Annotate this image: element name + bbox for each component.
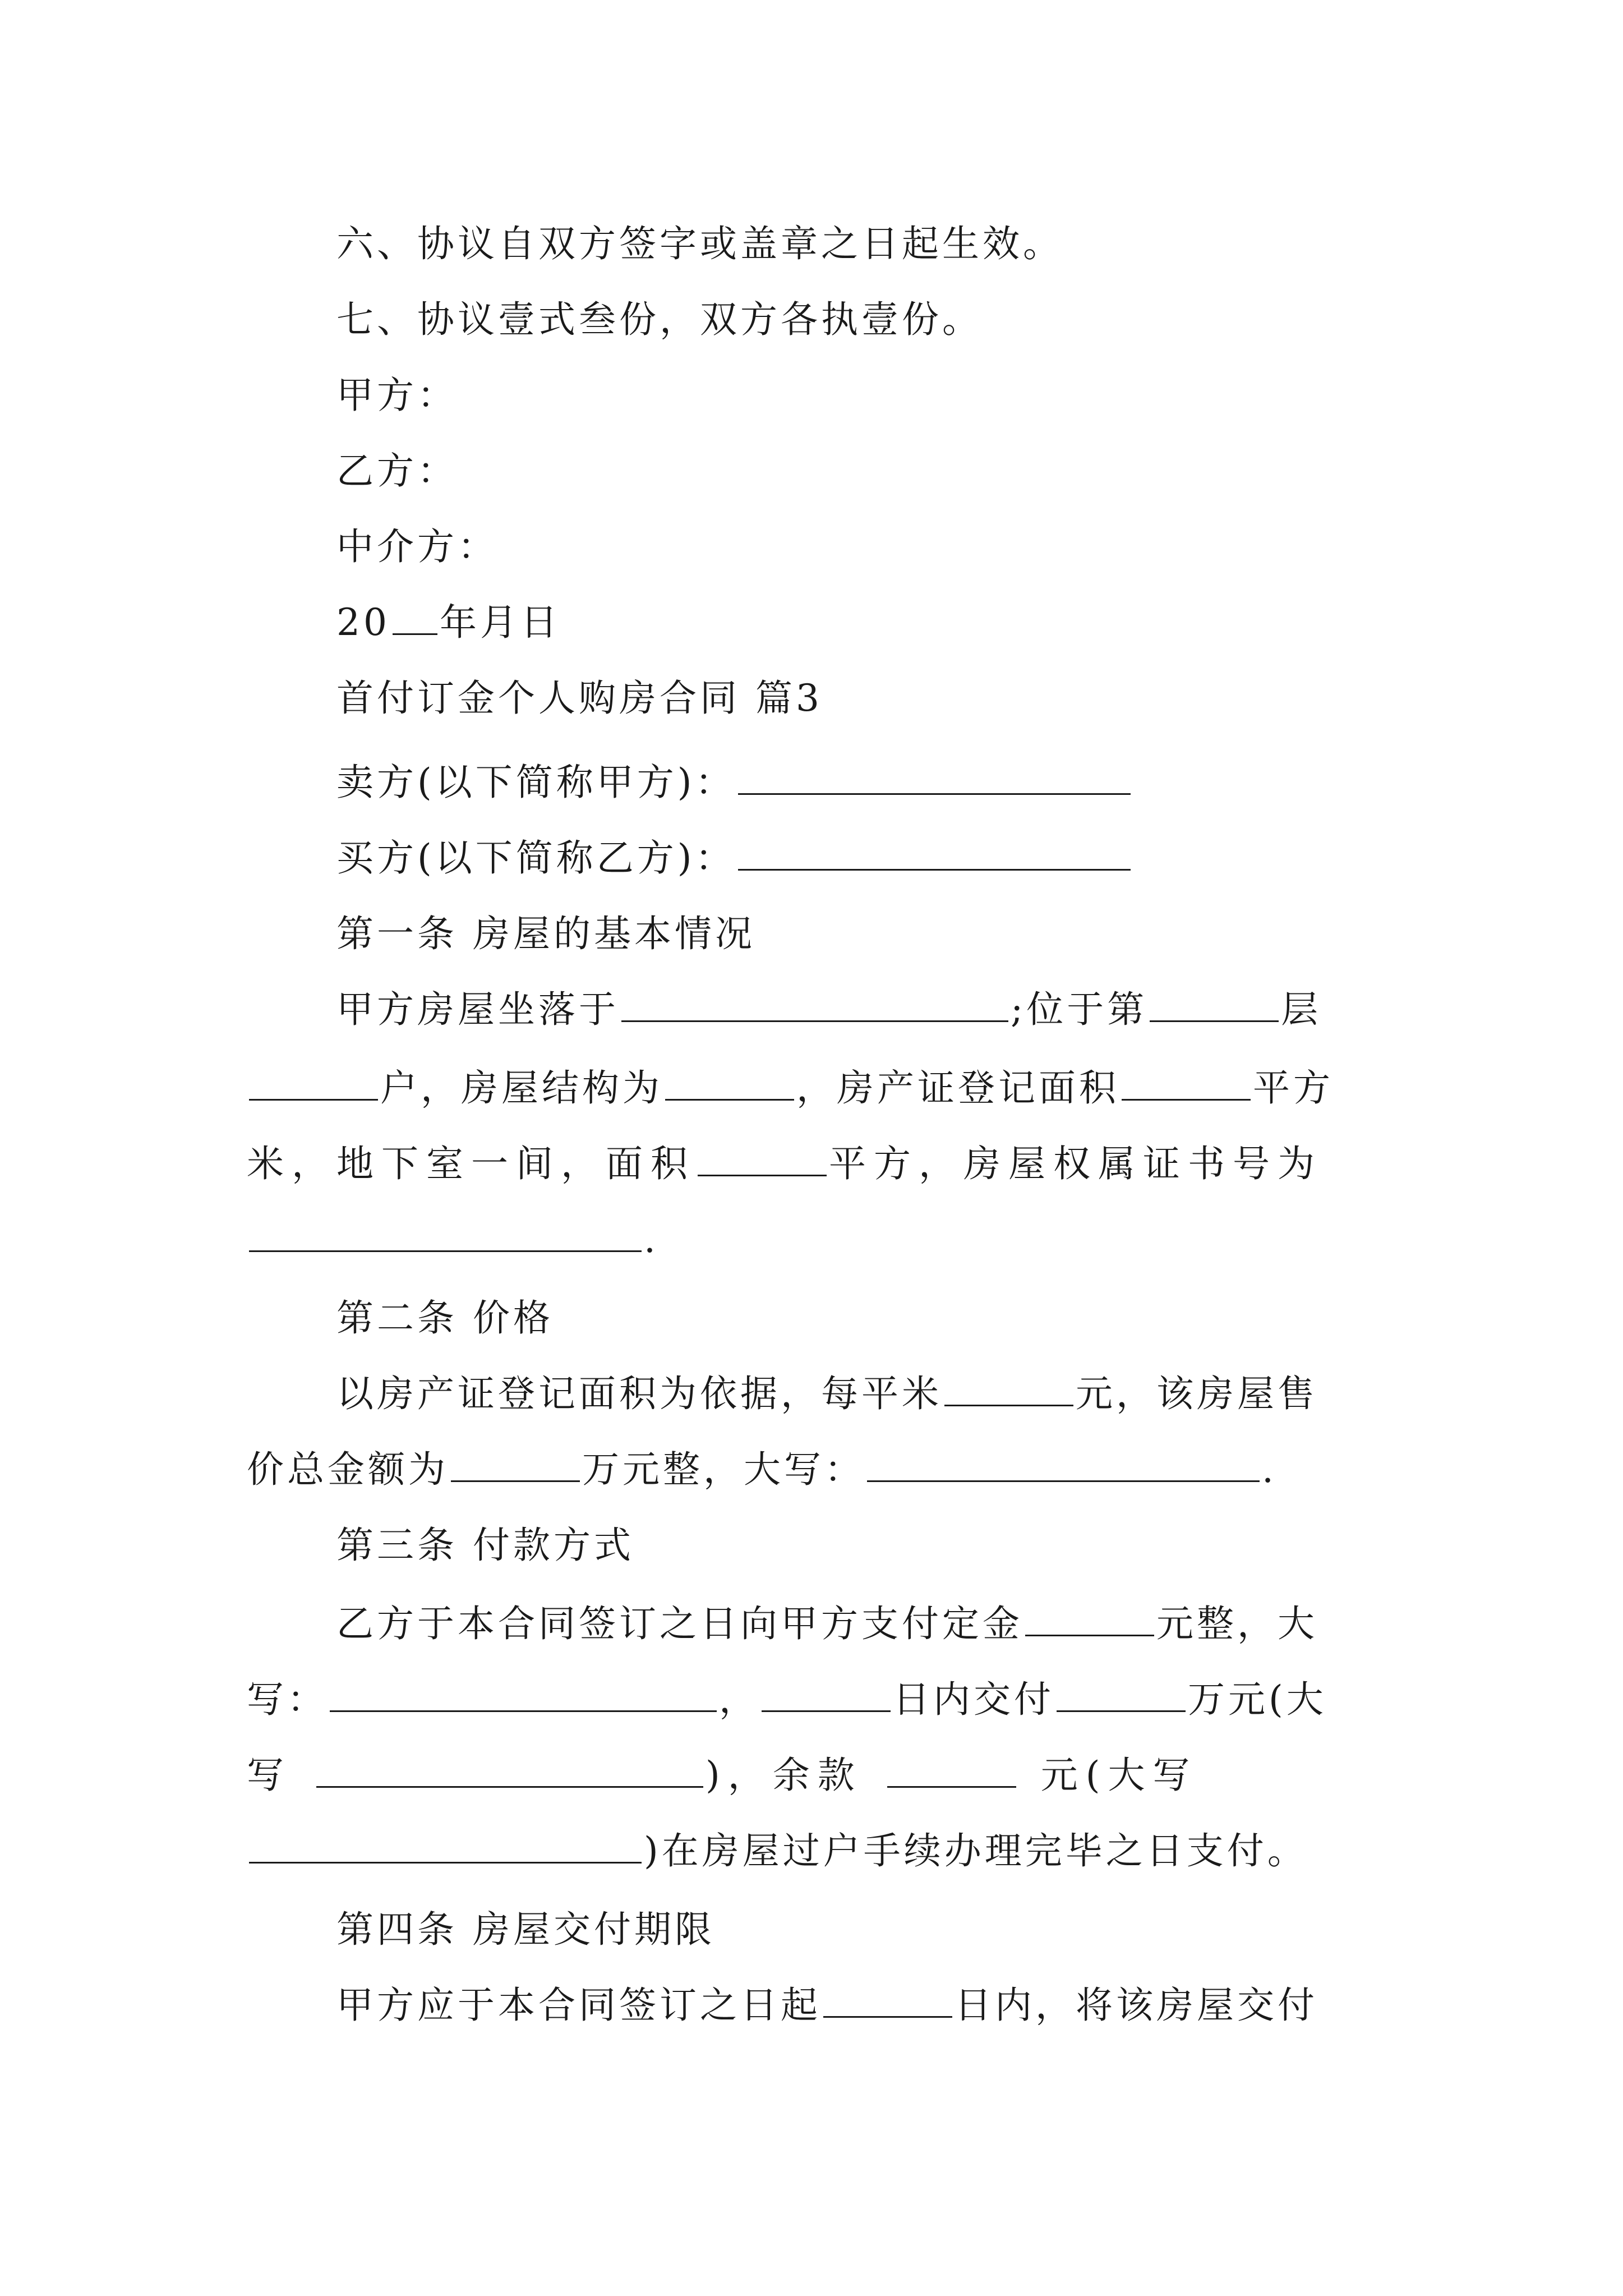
basement-label: 米，地下室一间，面积 (247, 1142, 695, 1185)
clause-six-text: 六、协议自双方签字或盖章之日起生效。 (336, 222, 1063, 265)
area-label: ，房产证登记面积 (796, 1066, 1119, 1110)
date-year-blank (393, 602, 437, 635)
structure-label: 户，房屋结构为 (380, 1066, 663, 1110)
contract-title: 首付订金个人购房合同 篇3 (336, 677, 823, 720)
article-four-title: 第四条 房屋交付期限 (336, 1908, 715, 1951)
deliver-within-label: 日内交付 (893, 1678, 1054, 1721)
period-2: . (1262, 1448, 1277, 1491)
party-a-label: 甲方： (336, 374, 458, 417)
deposit-blank (1025, 1603, 1154, 1636)
clause-six (336, 213, 1380, 275)
location-blank (621, 989, 1008, 1022)
section-title (336, 668, 1380, 729)
agent-label: 中介方： (336, 525, 498, 568)
unit-blank (249, 1068, 378, 1101)
deposit-words-blank (330, 1679, 717, 1712)
floor-blank (1150, 989, 1279, 1022)
buyer-blank (738, 838, 1131, 871)
floor-suffix: 层 (1281, 988, 1322, 1031)
article-one-line-4 (247, 1209, 1380, 1271)
installment-blank (1057, 1679, 1186, 1712)
basement-area-blank (698, 1143, 827, 1176)
clause-seven (336, 289, 1380, 351)
write-label: 写： (247, 1678, 328, 1721)
buyer-label: 买方(以下简称乙方)： (336, 836, 736, 880)
period-1: . (644, 1218, 659, 1261)
article-four-line-1 (336, 1975, 1380, 2036)
article-three-line-3 (247, 1745, 1380, 1806)
party-a-signature (336, 365, 1380, 426)
agent-signature (336, 516, 1380, 578)
days-blank (762, 1679, 891, 1712)
party-b-signature (336, 440, 1380, 502)
write-label-2: 写 (247, 1754, 292, 1797)
certificate-blank (249, 1219, 642, 1252)
article-three-heading (336, 1515, 1380, 1576)
date-year-prefix: 20 (336, 601, 390, 644)
article-one-line-1 (336, 979, 1380, 1041)
unit-price-blank (944, 1373, 1073, 1406)
article-three-line-2 (247, 1669, 1380, 1731)
comma: ， (719, 1678, 759, 1721)
clause-seven-text: 七、协议壹式叁份，双方各执壹份。 (336, 298, 983, 341)
seller-blank (738, 762, 1131, 795)
seller-label: 卖方(以下简称甲方)： (336, 761, 736, 804)
date-suffix: 年月日 (439, 601, 561, 644)
article-one-line-3 (247, 1133, 1380, 1195)
delivery-suffix: 日内，将该房屋交付 (955, 1984, 1318, 2027)
area-blank (1122, 1068, 1251, 1101)
deposit-suffix: 元整，大 (1156, 1602, 1318, 1645)
price-basis-label: 以房产证登记面积为依据，每平米 (336, 1372, 942, 1415)
balance-words-blank (249, 1830, 642, 1864)
date-line (336, 592, 1380, 654)
balance-suffix: 元(大写 (1040, 1754, 1198, 1797)
installment-words-blank (316, 1755, 703, 1788)
seller-line (336, 752, 1380, 813)
delivery-label: 甲方应于本合同签订之日起 (336, 1984, 821, 2027)
unit-price-suffix: 元，该房屋售 (1076, 1372, 1318, 1415)
floor-label: ;位于第 (1011, 988, 1148, 1031)
installment-suffix: 万元(大 (1188, 1678, 1327, 1721)
balance-blank (887, 1755, 1016, 1788)
article-three-line-1 (336, 1593, 1380, 1655)
delivery-days-blank (823, 1985, 952, 2018)
article-two-line-2 (247, 1439, 1380, 1501)
deposit-label: 乙方于本合同签订之日向甲方支付定金 (336, 1602, 1023, 1645)
total-price-label: 价总金额为 (247, 1448, 449, 1491)
article-two-title: 第二条 价格 (336, 1296, 554, 1340)
article-one-heading (336, 903, 1380, 965)
article-one-line-2 (247, 1057, 1380, 1119)
party-b-label: 乙方： (336, 449, 458, 493)
area-unit: 平方 (1253, 1066, 1334, 1110)
article-three-title: 第三条 付款方式 (336, 1524, 634, 1567)
article-two-line-1 (336, 1363, 1380, 1425)
article-three-line-4 (247, 1820, 1380, 1882)
article-two-heading (336, 1287, 1380, 1349)
balance-payment-terms: )在房屋过户手续办理完毕之日支付。 (644, 1829, 1308, 1872)
uppercase-label: 万元整，大写： (582, 1448, 865, 1491)
location-label: 甲方房屋坐落于 (336, 988, 619, 1031)
certificate-label: 平方，房屋权属证书号为 (829, 1142, 1322, 1185)
structure-blank (665, 1068, 794, 1101)
uppercase-blank (867, 1449, 1260, 1482)
total-price-blank (451, 1449, 580, 1482)
article-one-title: 第一条 房屋的基本情况 (336, 912, 755, 955)
article-four-heading (336, 1899, 1380, 1961)
balance-label: )，余款 (706, 1754, 863, 1797)
buyer-line (336, 827, 1380, 889)
